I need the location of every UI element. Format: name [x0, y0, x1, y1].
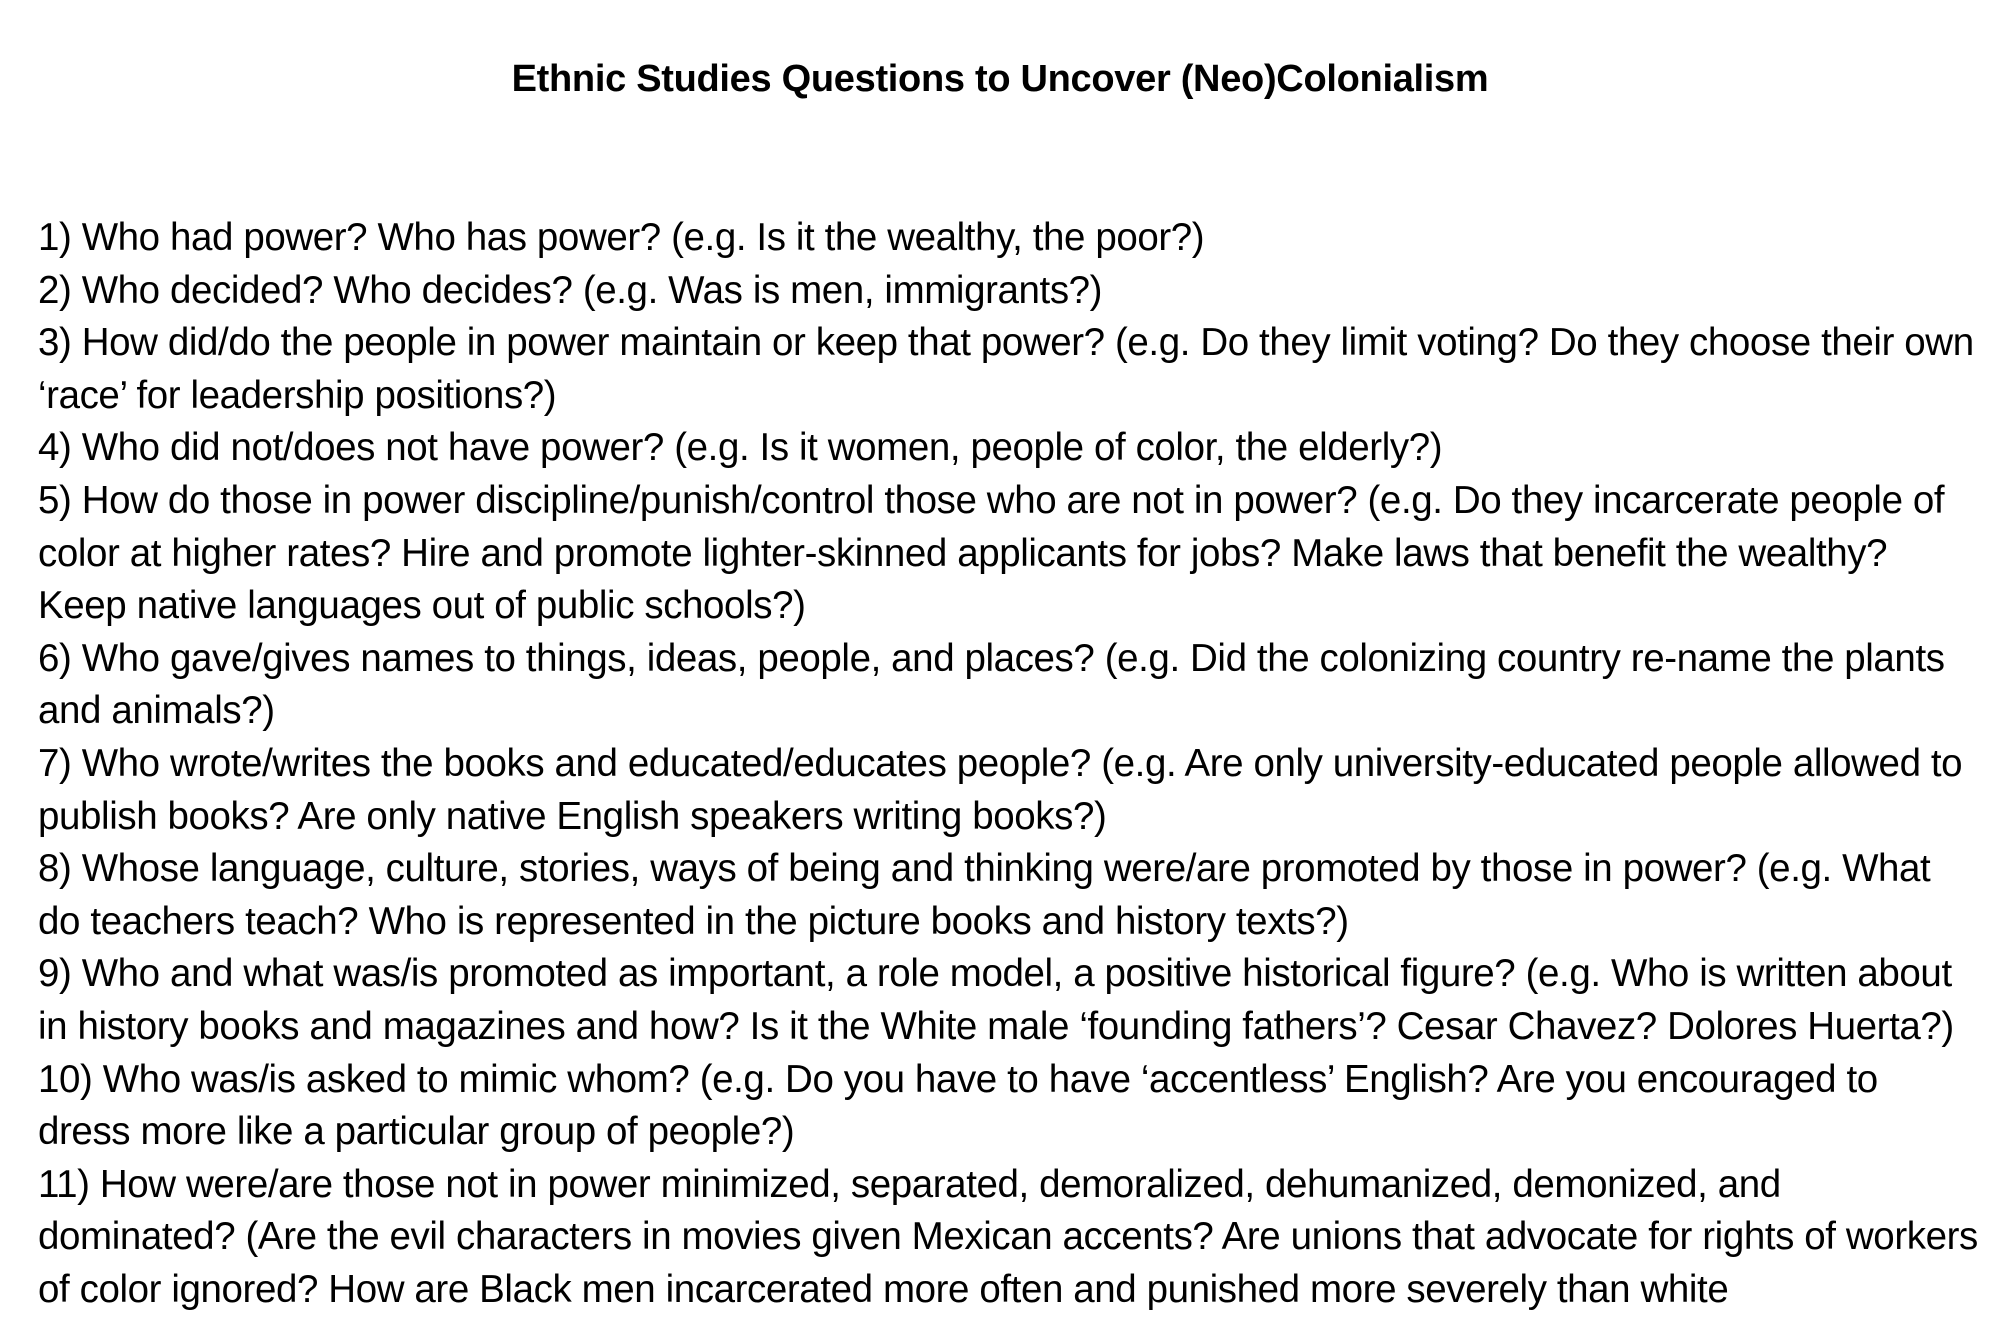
question-item-4: 4) Who did not/does not have power? (e.g. Is it women, people of color, the elderly?): [38, 426, 1443, 470]
question-item-6: 6) Who gave/gives names to things, ideas, people, and places? (e.g. Did the colonizing country re-name the plants and animals?): [38, 636, 1945, 733]
question-item-7: 7) Who wrote/writes the books and educated/educates people? (e.g. Are only university-educated people allowed to publish books? Are only native English speakers writing books?): [38, 741, 1963, 838]
question-item-10: 10) Who was/is asked to mimic whom? (e.g. Do you have to have ‘accentless’ English? Are you encouraged to dress more like a particular group of people?): [38, 1057, 1878, 1154]
question-item-11: 11) How were/are those not in power minimized, separated, demoralized, dehumanized, demonized, and dominated? (Are the evil characters in movies given Mexican accents? Are unions that advocate for rights of workers of color ignored? How are Black men incarcerated more often and punished more severely than white: [38, 1162, 1978, 1311]
question-item-1: 1) Who had power? Who has power? (e.g. Is it the wealthy, the poor?): [38, 216, 1205, 259]
question-item-5: 5) How do those in power discipline/punish/control those who are not in power? (e.g. Do they incarcerate people of color at higher rates? Hire and promote lighter-skinned applicants for jobs? Make laws that benefit the wealthy? Keep native languages out of public schools?): [38, 478, 1945, 628]
document-title: Ethnic Studies Questions to Uncover (Neo)Colonialism: [511, 58, 1489, 100]
question-item-9: 9) Who and what was/is promoted as important, a role model, a positive historical figure? (e.g. Who is written about in history books and magazines and how? Is it the White male ‘founding fathers’? Cesar Chavez? Dolores Huerta?): [38, 952, 1954, 1048]
question-item-3: 3) How did/do the people in power maintain or keep that power? (e.g. Do they limit voting? Do they choose their own ‘race’ for leadership positions?): [38, 321, 1974, 417]
question-item-2: 2) Who decided? Who decides? (e.g. Was is men, immigrants?): [38, 268, 1103, 312]
question-item-8: 8) Whose language, culture, stories, ways of being and thinking were/are promoted by those in power? (e.g. What do teachers teach? Who is represented in the picture books and history texts?): [38, 847, 1931, 943]
question-list: [38, 212, 1978, 1316]
